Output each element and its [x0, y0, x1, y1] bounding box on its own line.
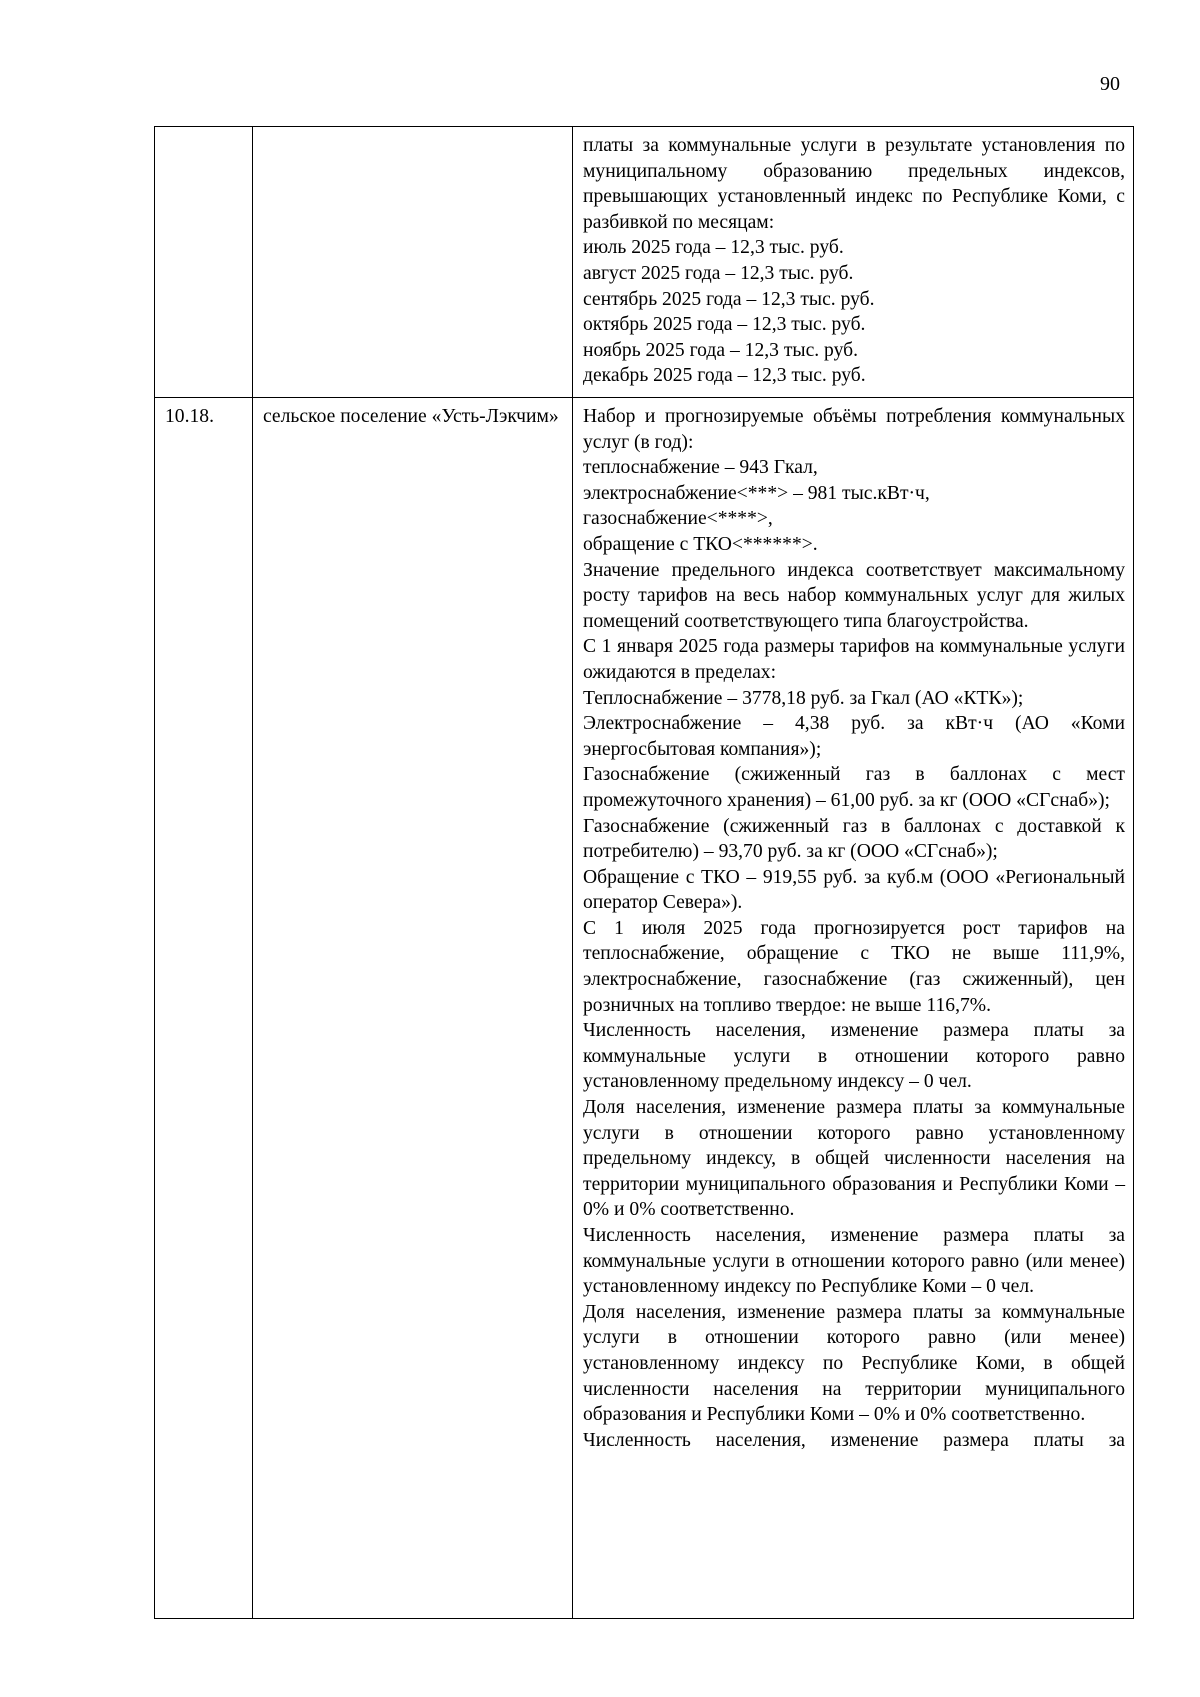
description-paragraph: обращение с ТКО<******>. [583, 533, 818, 555]
description-paragraph: декабрь 2025 года – 12,3 тыс. руб. [583, 365, 866, 387]
municipal-index-table [154, 126, 1134, 1619]
page-number: 90 [1100, 73, 1120, 95]
row-name-cell-empty [253, 127, 573, 398]
row-number-cell-empty [155, 127, 253, 398]
description-paragraph: Газоснабжение (сжиженный газ в баллонах с доставкой к потребителю) – 93,70 руб. за кг (ООО «СГснаб»); [583, 815, 1125, 863]
description-paragraph: октябрь 2025 года – 12,3 тыс. руб. [583, 314, 866, 336]
row-number-cell: 10.18. [155, 398, 253, 1619]
description-paragraph: Доля населения, изменение размера платы за коммунальные услуги в отношении которого равно установленному предельному индексу, в общей численности населения на территории муниципального образования и Республики Коми – 0% и 0% соответственно. [583, 1097, 1125, 1221]
description-paragraph: С 1 июля 2025 года прогнозируется рост тарифов на теплоснабжение, обращение с ТКО не выше 111,9%, электроснабжение, газоснабжение (газ сжиженный), цен розничных на топливо твердое: не выше 116,7%. [583, 917, 1125, 1016]
description-paragraph: Газоснабжение (сжиженный газ в баллонах с мест промежуточного хранения) – 61,00 руб. за кг (ООО «СГснаб»); [583, 764, 1125, 811]
description-paragraph: Набор и прогнозируемые объёмы потребления коммунальных услуг (в год): [583, 406, 1125, 453]
description-paragraph: ноябрь 2025 года – 12,3 тыс. руб. [583, 339, 859, 361]
description-paragraph: Теплоснабжение – 3778,18 руб. за Гкал (АО «КТК»); [583, 687, 1024, 709]
description-paragraph: Электроснабжение – 4,38 руб. за кВт·ч (АО «Коми энергосбытовая компания»); [583, 713, 1125, 760]
description-paragraph: электроснабжение<***> – 981 тыс.кВт·ч, [583, 482, 930, 504]
description-paragraph: август 2025 года – 12,3 тыс. руб. [583, 262, 854, 284]
description-paragraph: Численность населения, изменение размера платы за коммунальные услуги в отношении которого равно (или менее) установленному индексу по Республике Коми – 0 чел. [583, 1225, 1125, 1298]
municipality-name-cell: сельское поселение «Усть-Лэкчим» [253, 398, 573, 1619]
description-paragraph: сентябрь 2025 года – 12,3 тыс. руб. [583, 288, 875, 310]
table-row-continuation [155, 127, 1134, 398]
table-row-10-18 [155, 398, 1134, 1619]
row-description-cell [573, 127, 1134, 398]
description-paragraph: июль 2025 года – 12,3 тыс. руб. [583, 237, 844, 259]
description-paragraph: С 1 января 2025 года размеры тарифов на коммунальные услуги ожидаются в пределах: [583, 636, 1125, 683]
description-paragraph: Обращение с ТКО – 919,55 руб. за куб.м (ООО «Региональный оператор Севера»). [583, 866, 1125, 914]
description-paragraph: Численность населения, изменение размера платы за коммунальные услуги в отношении которого равно установленному предельному индексу – 0 чел. [583, 1020, 1125, 1093]
row-description-cell [573, 398, 1134, 1619]
description-paragraph: газоснабжение<****>, [583, 508, 773, 530]
description-paragraph: Значение предельного индекса соответствует максимальному росту тарифов на весь набор коммунальных услуг для жилых помещений соответствующего типа благоустройства. [583, 559, 1125, 632]
description-paragraph: Численность населения, изменение размера платы за [583, 1429, 1125, 1451]
description-paragraph: Доля населения, изменение размера платы за коммунальные услуги в отношении которого равно (или менее) установленному индексу по Республике Коми, в общей численности населения на территории муниципального образования и Республики Коми – 0% и 0% соответственно. [583, 1301, 1125, 1426]
description-paragraph: платы за коммунальные услуги в результате установления по муниципальному образованию предельных индексов, превышающих установленный индекс по Республике Коми, с разбивкой по месяцам: [583, 135, 1125, 233]
description-paragraph: теплоснабжение – 943 Гкал, [583, 457, 818, 479]
